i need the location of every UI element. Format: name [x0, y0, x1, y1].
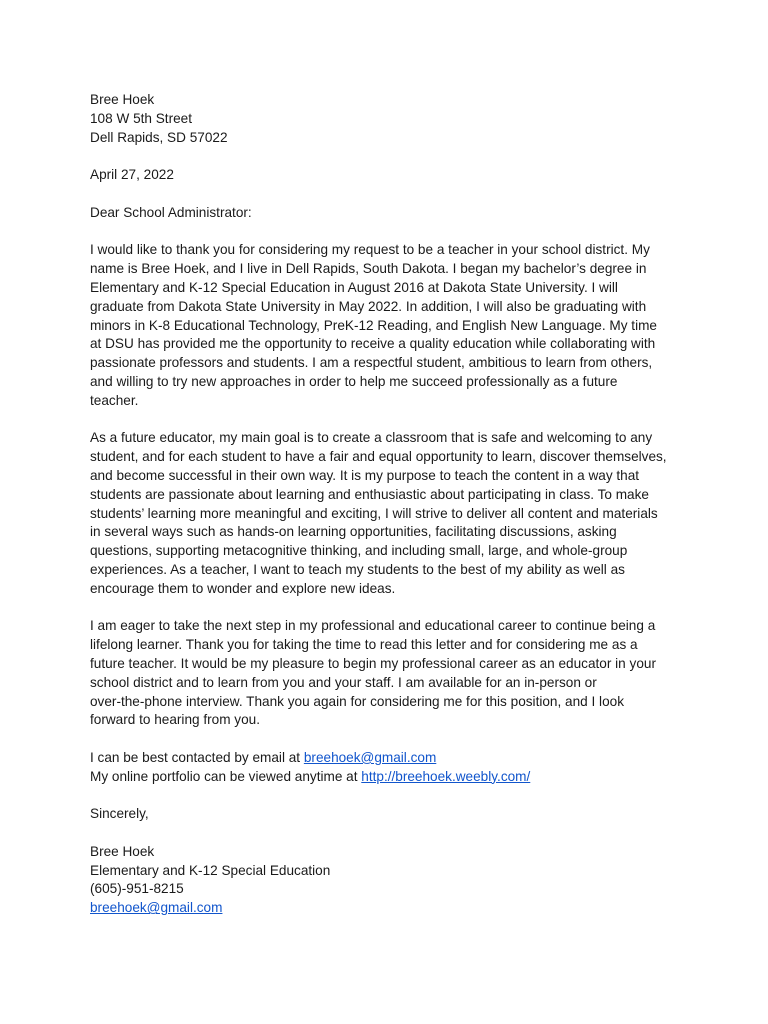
paragraph-line: teacher.: [90, 392, 139, 408]
signature-email-line: [90, 899, 690, 918]
contact-portfolio-prefix: My online portfolio can be viewed anytime at: [90, 768, 362, 784]
paragraph-goals: [90, 429, 690, 598]
portfolio-link[interactable]: http://breehoek.weebly.com/: [361, 768, 531, 784]
sender-street: 108 W 5th Street: [90, 110, 193, 126]
paragraph-line: over-the-phone interview. Thank you again for considering me for this position, and I look: [90, 693, 624, 709]
contact-email-prefix: I can be best contacted by email at: [90, 749, 304, 765]
contact-email-line: [90, 749, 690, 768]
paragraph-line: lifelong learner. Thank you for taking the time to read this letter and for considering me as a: [90, 637, 638, 653]
paragraph-line: I am eager to take the next step in my professional and educational career to continue being a: [90, 618, 656, 634]
paragraph-line: encourage them to wonder and explore new ideas.: [90, 580, 396, 596]
paragraph-line: students’ learning more meaningful and exciting, I will strive to deliver all content and materials: [90, 505, 658, 521]
paragraph-line: Elementary and K-12 Special Education in August 2016 at Dakota State University. I will: [90, 279, 618, 295]
email-link[interactable]: breehoek@gmail.com: [303, 749, 437, 765]
paragraph-line: experiences. As a teacher, I want to teach my students to the best of my ability as well as: [90, 561, 625, 577]
signature-program: Elementary and K-12 Special Education: [90, 862, 331, 878]
contact-portfolio-line: [90, 768, 690, 787]
paragraph-line: and willing to try new approaches in order to help me succeed professionally as a future: [90, 373, 618, 389]
paragraph-line: minors in K-8 Educational Technology, PreK-12 Reading, and English New Language. My time: [90, 317, 657, 333]
paragraph-line: I would like to thank you for considering my request to be a teacher in your school district. My: [90, 242, 650, 258]
paragraph-line: at DSU has provided me the opportunity to receive a quality education while collaborating with: [90, 336, 656, 352]
closing: Sincerely,: [90, 806, 149, 822]
salutation: Dear School Administrator:: [90, 204, 252, 220]
paragraph-line: student, and for each student to have a fair and equal opportunity to learn, discover themselves,: [90, 449, 667, 465]
paragraph-line: future teacher. It would be my pleasure to begin my professional career as an educator in your: [90, 655, 656, 671]
paragraph-line: questions, supporting metacognitive thinking, and including small, large, and whole-group: [90, 543, 628, 559]
paragraph-line: forward to hearing from you.: [90, 712, 261, 728]
paragraph-line: students are passionate about learning and enthusiastic about participating in class. To make: [90, 486, 649, 502]
paragraph-line: name is Bree Hoek, and I live in Dell Rapids, South Dakota. I began my bachelor’s degree in: [90, 261, 647, 277]
paragraph-intro: [90, 241, 690, 410]
letter-body: [90, 91, 690, 918]
paragraph-line: graduate from Dakota State University in May 2022. In addition, I will also be graduating with: [90, 298, 647, 314]
signature-name: Bree Hoek: [90, 843, 155, 859]
signature-phone: (605)-951-8215: [90, 881, 184, 897]
sender-name: Bree Hoek: [90, 92, 155, 107]
paragraph-line: in several ways such as hands-on learning opportunities, facilitating discussions, asking: [90, 524, 617, 540]
paragraph-line: passionate professors and students. I am a respectful student, ambitious to learn from others,: [90, 355, 653, 371]
paragraph-line: and become successful in their own way. It is my purpose to teach the content in a way that: [90, 467, 640, 483]
sender-city-state-zip: Dell Rapids, SD 57022: [90, 129, 228, 145]
signature-email-link[interactable]: breehoek@gmail.com: [90, 900, 223, 916]
paragraph-line: school district and to learn from you and your staff. I am available for an in-person or: [90, 674, 597, 690]
letter-date: April 27, 2022: [90, 167, 174, 183]
paragraph-line: As a future educator, my main goal is to create a classroom that is safe and welcoming to any: [90, 430, 653, 446]
paragraph-closing: [90, 617, 690, 730]
